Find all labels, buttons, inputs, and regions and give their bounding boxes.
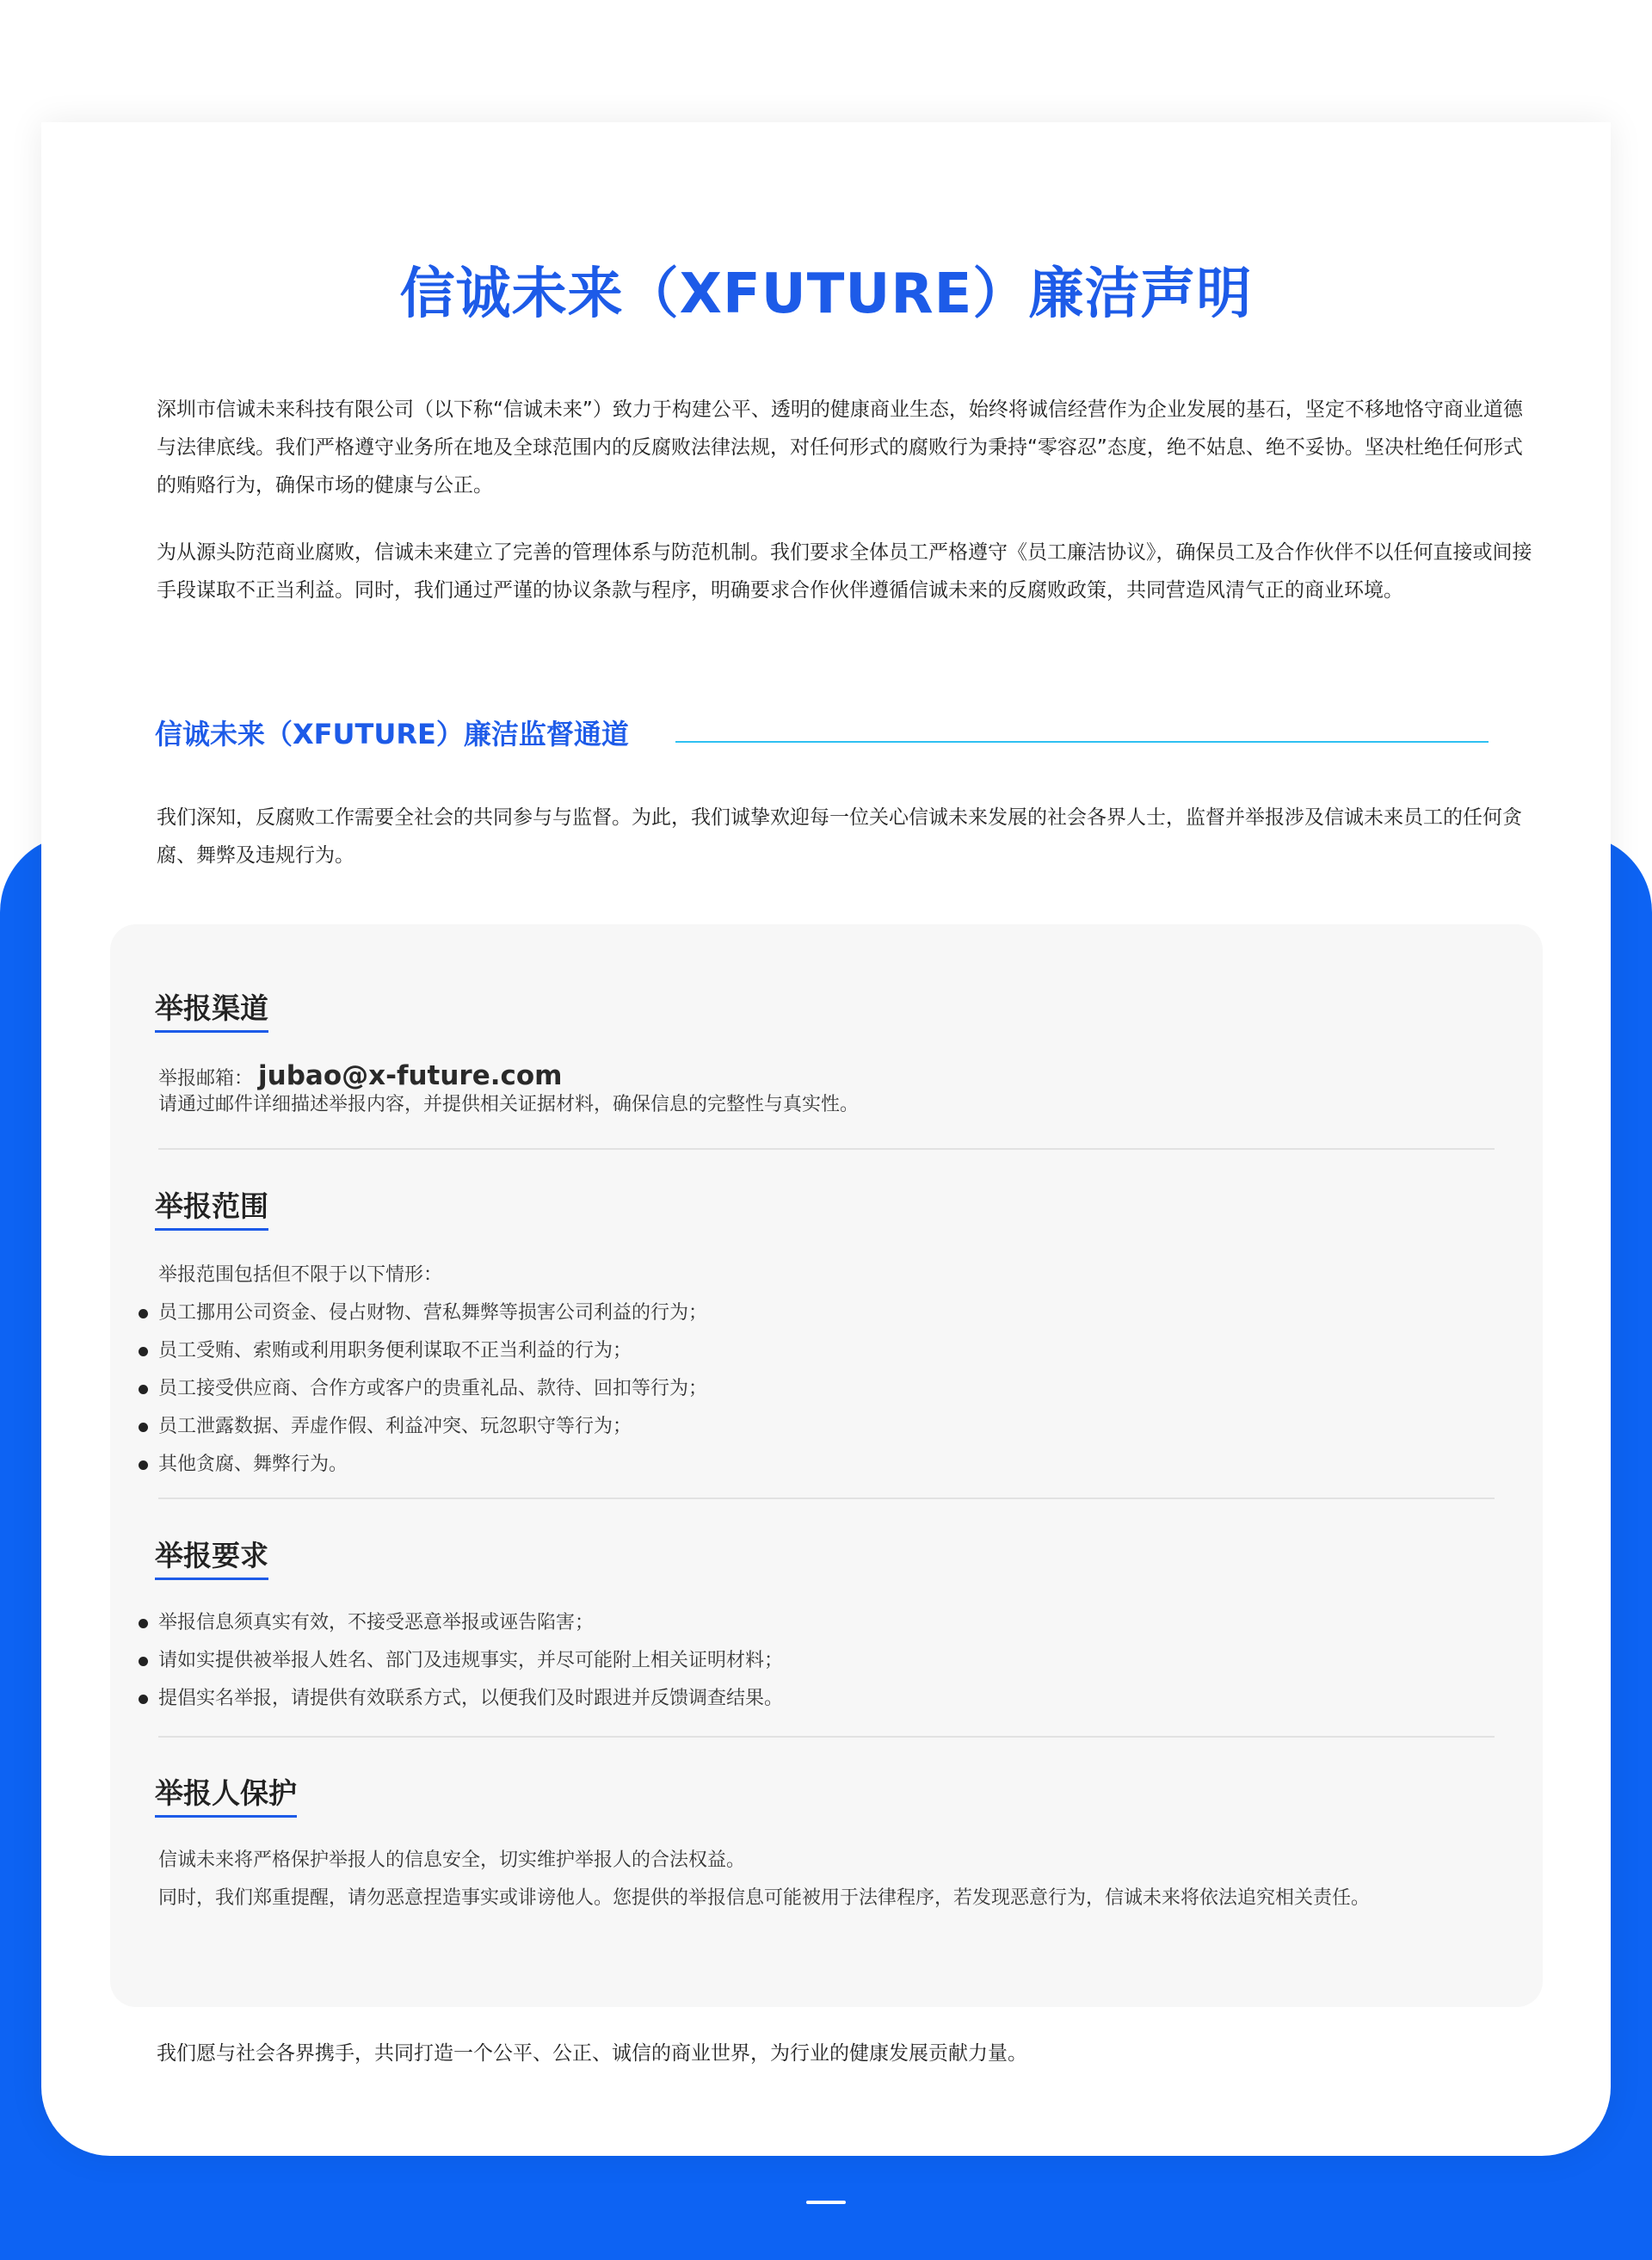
protection-heading: 举报人保护: [155, 1771, 297, 1818]
intro-paragraph-1: 深圳市信诚未来科技有限公司（以下称“信诚未来”）致力于构建公平、透明的健康商业生态，始终将诚信经营作为企业发展的基石，坚定不移地恪守商业道德与法律底线。我们严格遵守业务所在地及全球范围内的反腐败法律法规，对任何形式的腐败行为秉持“零容忍”态度，绝不姑息、绝不妥协。坚决杜绝任何形式的贿赂行为，确保市场的健康与公正。: [157, 398, 1523, 497]
list-item: 员工受贿、索贿或利用职务便利谋取不正当利益的行为；: [158, 1332, 707, 1370]
email-address[interactable]: jubao@x-future.com: [258, 1060, 563, 1091]
intro-paragraph-2: 为从源头防范商业腐败，信诚未来建立了完善的管理体系与防范机制。我们要求全体员工严格遵守《员工廉洁协议》，确保员工及合作伙伴不以任何直接或间接手段谋取不正当利益。同时，我们通过严谨的协议条款与程序，明确要求合作伙伴遵循信诚未来的反腐败政策，共同营造风清气正的商业环境。: [157, 541, 1532, 602]
footer-dash-icon: [806, 2201, 846, 2204]
scope-list: [158, 1294, 707, 1484]
page-title: 信诚未来（XFUTURE）廉洁声明: [399, 262, 1253, 326]
requirements-list: [158, 1604, 783, 1718]
closing-statement: 我们愿与社会各界携手，共同打造一个公平、公正、诚信的商业世界，为行业的健康发展贡献力量。: [157, 2042, 1027, 2065]
list-item: 请如实提供被举报人姓名、部门及违规事实，并尽可能附上相关证明材料；: [158, 1642, 783, 1680]
list-item: 员工挪用公司资金、侵占财物、营私舞弊等损害公司利益的行为；: [158, 1294, 707, 1332]
statement-card: [41, 122, 1611, 2156]
channels-description: 请通过邮件详细描述举报内容，并提供相关证据材料，确保信息的完整性与真实性。: [158, 1094, 860, 1115]
supervision-description: 我们深知，反腐败工作需要全社会的共同参与与监督。为此，我们诚挚欢迎每一位关心信诚未来发展的社会各界人士，监督并举报涉及信诚未来员工的任何贪腐、舞弊及违规行为。: [157, 806, 1522, 867]
divider: [158, 1148, 1495, 1150]
channels-heading: 举报渠道: [155, 986, 268, 1033]
supervision-heading: 信诚未来（XFUTURE）廉洁监督通道: [155, 718, 629, 750]
divider: [158, 1736, 1495, 1738]
protection-line-1: 信诚未来将严格保护举报人的信息安全，切实维护举报人的合法权益。: [158, 1849, 746, 1871]
list-item: 员工接受供应商、合作方或客户的贵重礼品、款待、回扣等行为；: [158, 1370, 707, 1408]
list-item: 举报信息须真实有效，不接受恶意举报或诬告陷害；: [158, 1604, 783, 1642]
divider: [158, 1497, 1495, 1499]
scope-heading: 举报范围: [155, 1184, 268, 1231]
report-panel: [110, 924, 1543, 2007]
list-item: 员工泄露数据、弄虚作假、利益冲突、玩忽职守等行为；: [158, 1408, 707, 1446]
scope-intro: 举报范围包括但不限于以下情形：: [158, 1264, 443, 1286]
email-label: 举报邮箱：: [158, 1068, 254, 1090]
list-item: 提倡实名举报，请提供有效联系方式，以便我们及时跟进并反馈调查结果。: [158, 1680, 783, 1718]
list-item: 其他贪腐、舞弊行为。: [158, 1446, 707, 1484]
footer-band: [0, 2156, 1652, 2260]
protection-line-2: 同时，我们郑重提醒，请勿恶意捏造事实或诽谤他人。您提供的举报信息可能被用于法律程序，若发现恶意行为，信诚未来将依法追究相关责任。: [158, 1887, 1371, 1909]
requirements-heading: 举报要求: [155, 1534, 268, 1580]
section-divider-line: [675, 741, 1489, 743]
protection-text: [158, 1842, 1501, 1917]
